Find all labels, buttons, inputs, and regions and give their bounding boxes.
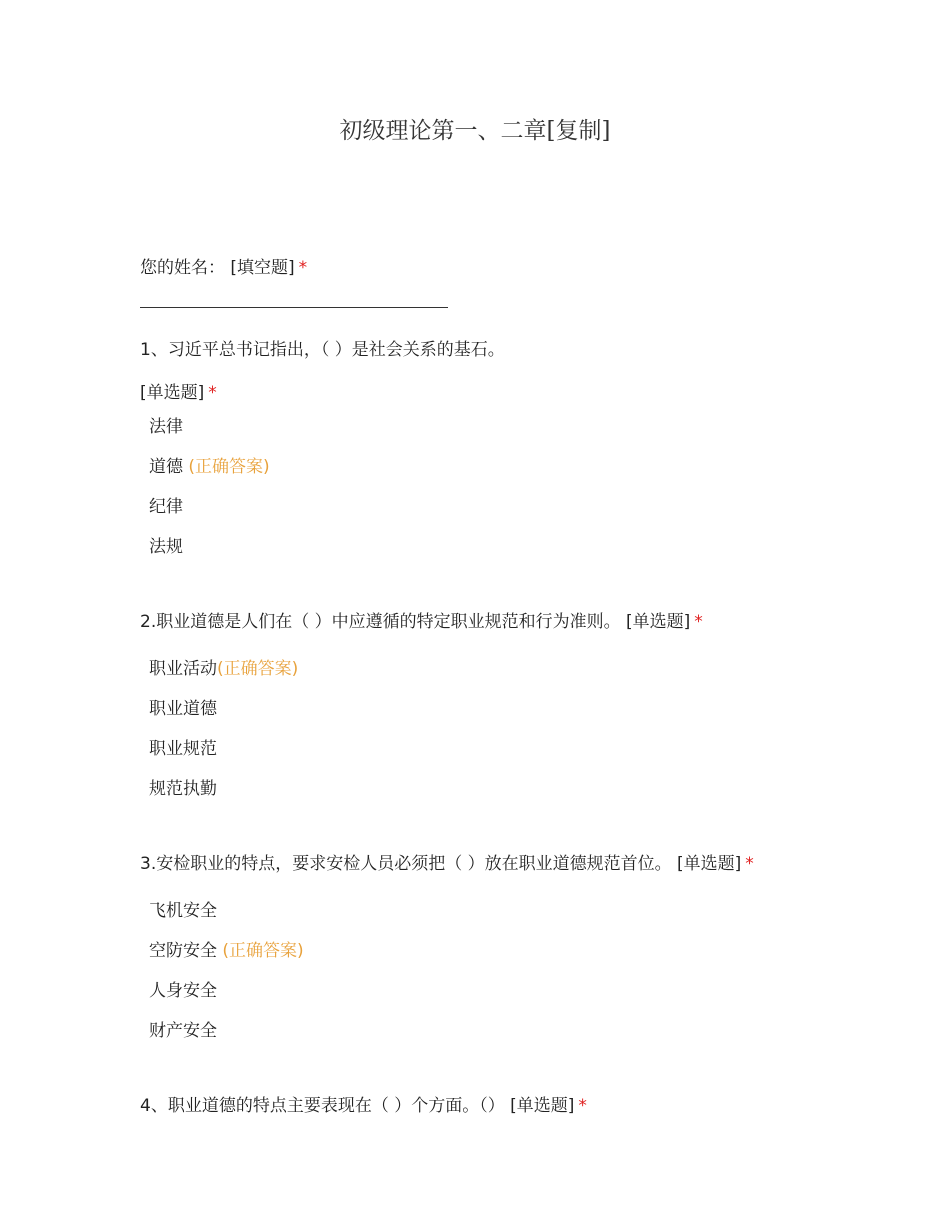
question-2: [140, 607, 703, 632]
q1-option-2[interactable]: [149, 452, 270, 477]
question-type-tag: [单选题]: [626, 612, 691, 632]
required-mark: *: [298, 258, 308, 278]
name-input-line[interactable]: [140, 307, 448, 308]
q3-option-1[interactable]: [149, 896, 217, 921]
q3-option-3[interactable]: [149, 976, 217, 1001]
question-type-tag: [填空题]: [230, 258, 295, 278]
question-1-text: 1、习近平总书记指出，（ ）是社会关系的基石。: [140, 340, 505, 360]
correct-answer-note: (正确答案): [188, 457, 270, 477]
question-2-text: 2.职业道德是人们在（ ）中应遵循的特定职业规范和行为准则。: [140, 612, 621, 632]
option-label: 财产安全: [149, 1021, 217, 1041]
question-type-tag: [单选题]: [140, 383, 205, 403]
q1-option-3[interactable]: [149, 492, 183, 517]
option-label: 职业规范: [149, 739, 217, 759]
q2-option-4[interactable]: [149, 774, 217, 799]
q3-option-4[interactable]: [149, 1016, 217, 1041]
q1-option-4[interactable]: [149, 532, 183, 557]
q2-option-1[interactable]: [149, 654, 298, 679]
correct-answer-note: (正确答案): [217, 659, 299, 679]
required-mark: *: [694, 612, 703, 632]
option-label: 法律: [149, 417, 183, 437]
page-title: 初级理论第一、二章[复制]: [339, 118, 611, 144]
option-label: 职业道德: [149, 699, 217, 719]
question-type-tag: [单选题]: [677, 854, 742, 874]
required-mark: *: [745, 854, 754, 874]
option-label: 飞机安全: [149, 901, 217, 921]
question-1-type: [140, 378, 217, 403]
q2-option-2[interactable]: [149, 694, 217, 719]
question-3: [140, 849, 754, 874]
option-label: 道德: [149, 457, 183, 477]
required-mark: *: [578, 1096, 587, 1116]
option-label: 规范执勤: [149, 779, 217, 799]
option-label: 纪律: [149, 497, 183, 517]
option-label: 法规: [149, 537, 183, 557]
name-question: [140, 253, 307, 278]
correct-answer-note: (正确答案): [222, 941, 304, 961]
question-type-tag: [单选题]: [510, 1096, 575, 1116]
question-3-text: 3.安检职业的特点，要求安检人员必须把（ ）放在职业道德规范首位。: [140, 854, 672, 874]
name-label: 您的姓名：: [140, 258, 225, 278]
q3-option-2[interactable]: [149, 936, 304, 961]
option-label: 职业活动: [149, 659, 217, 679]
q1-option-1[interactable]: [149, 412, 183, 437]
option-label: 人身安全: [149, 981, 217, 1001]
q2-option-3[interactable]: [149, 734, 217, 759]
question-4: [140, 1091, 587, 1116]
required-mark: *: [208, 383, 217, 403]
option-label: 空防安全: [149, 941, 217, 961]
question-4-text: 4、职业道德的特点主要表现在（ ）个方面。（）: [140, 1096, 505, 1116]
